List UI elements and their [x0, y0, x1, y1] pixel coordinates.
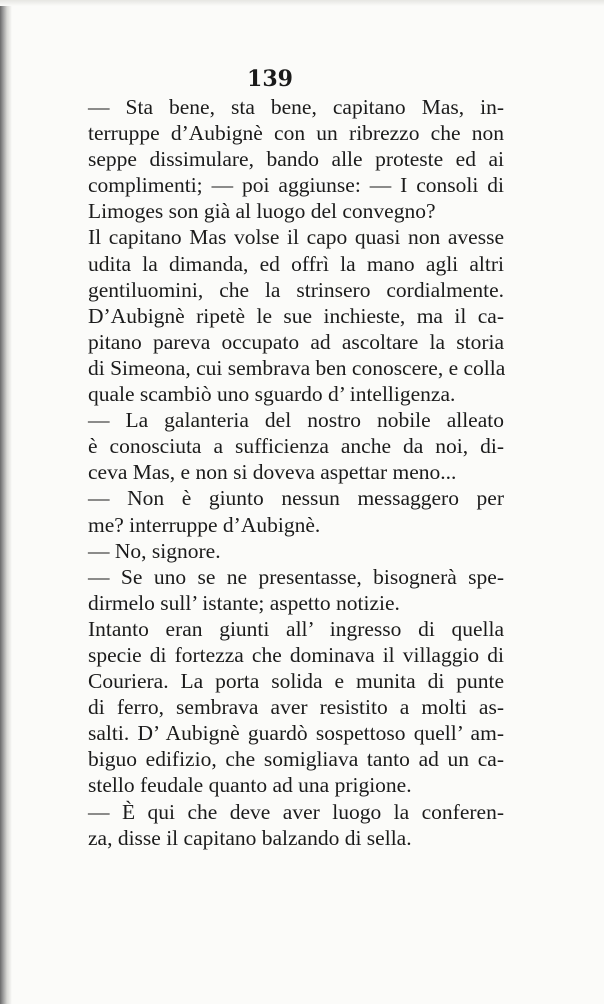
text-line: — Sta bene, sta bene, capitano Mas, in- — [88, 95, 504, 119]
text-line: Il capitano Mas volse il capo quasi non avesse — [88, 225, 504, 250]
text-line: — No, signore. — [88, 538, 221, 563]
text-line: D’Aubignè ripetè le sue inchieste, ma il ca- — [88, 303, 504, 328]
paragraph — [62, 616, 504, 799]
text-line: ceva Mas, e non si doveva aspettar meno... — [88, 460, 457, 485]
paragraph — [62, 799, 504, 851]
text-line: specie di fortezza che dominava il villaggio di — [88, 642, 504, 667]
text-line: — Non è giunto nessun messaggero per — [88, 486, 504, 511]
paragraph — [62, 538, 504, 564]
text-line: udita la dimanda, ed offrì la mano agli altri — [88, 251, 504, 276]
text-line: me? interruppe d’Aubignè. — [88, 512, 321, 537]
page-number: 139 — [247, 66, 293, 92]
text-line: salti. D’ Aubignè guardò sospettoso quell’ am- — [88, 721, 504, 746]
paragraph — [62, 407, 504, 485]
text-line: dirmelo sull’ istante; aspetto notizie. — [88, 590, 400, 615]
text-line: biguo edifizio, che somigliava tanto ad un ca- — [88, 747, 504, 772]
text-line: Intanto eran giunti all’ ingresso di quella — [88, 616, 504, 641]
text-line: gentiluomini, che la strinsero cordialmente. — [88, 277, 504, 302]
text-line: complimenti; — poi aggiunse: — I consoli di — [88, 173, 504, 198]
text-line: — Se uno se ne presentasse, bisognerà spe- — [88, 564, 504, 589]
body-text — [62, 94, 504, 851]
page-binding-shadow — [0, 0, 12, 1004]
text-line: Couriera. La porta solida e munita di punte — [88, 669, 504, 694]
paragraph — [62, 94, 504, 224]
text-line: è conosciuta a sufficienza anche da noi, di- — [88, 434, 504, 459]
text-line: za, disse il capitano balzando di sella. — [88, 825, 412, 850]
paragraph — [62, 564, 504, 616]
text-line: seppe dissimulare, bando alle proteste ed ai — [88, 147, 504, 172]
paragraph — [62, 485, 504, 537]
text-line: Limoges son già al luogo del convegno? — [88, 199, 436, 224]
text-line: terruppe d’Aubignè con un ribrezzo che non — [88, 121, 504, 146]
text-line: stello feudale quanto ad una prigione. — [88, 773, 412, 798]
text-line: pitano pareva occupato ad ascoltare la storia — [88, 329, 504, 354]
page-top-edge — [0, 0, 604, 6]
paragraph — [62, 224, 504, 407]
text-line: — La galanteria del nostro nobile alleato — [88, 408, 504, 433]
text-line: di Simeona, cui sembrava ben conoscere, e colla — [88, 355, 506, 380]
text-line: di ferro, sembrava aver resistito a molti as- — [88, 695, 504, 720]
text-line: quale scambiò uno sguardo d’ intelligenza. — [88, 382, 456, 407]
text-line: — È qui che deve aver luogo la conferen- — [88, 799, 504, 824]
